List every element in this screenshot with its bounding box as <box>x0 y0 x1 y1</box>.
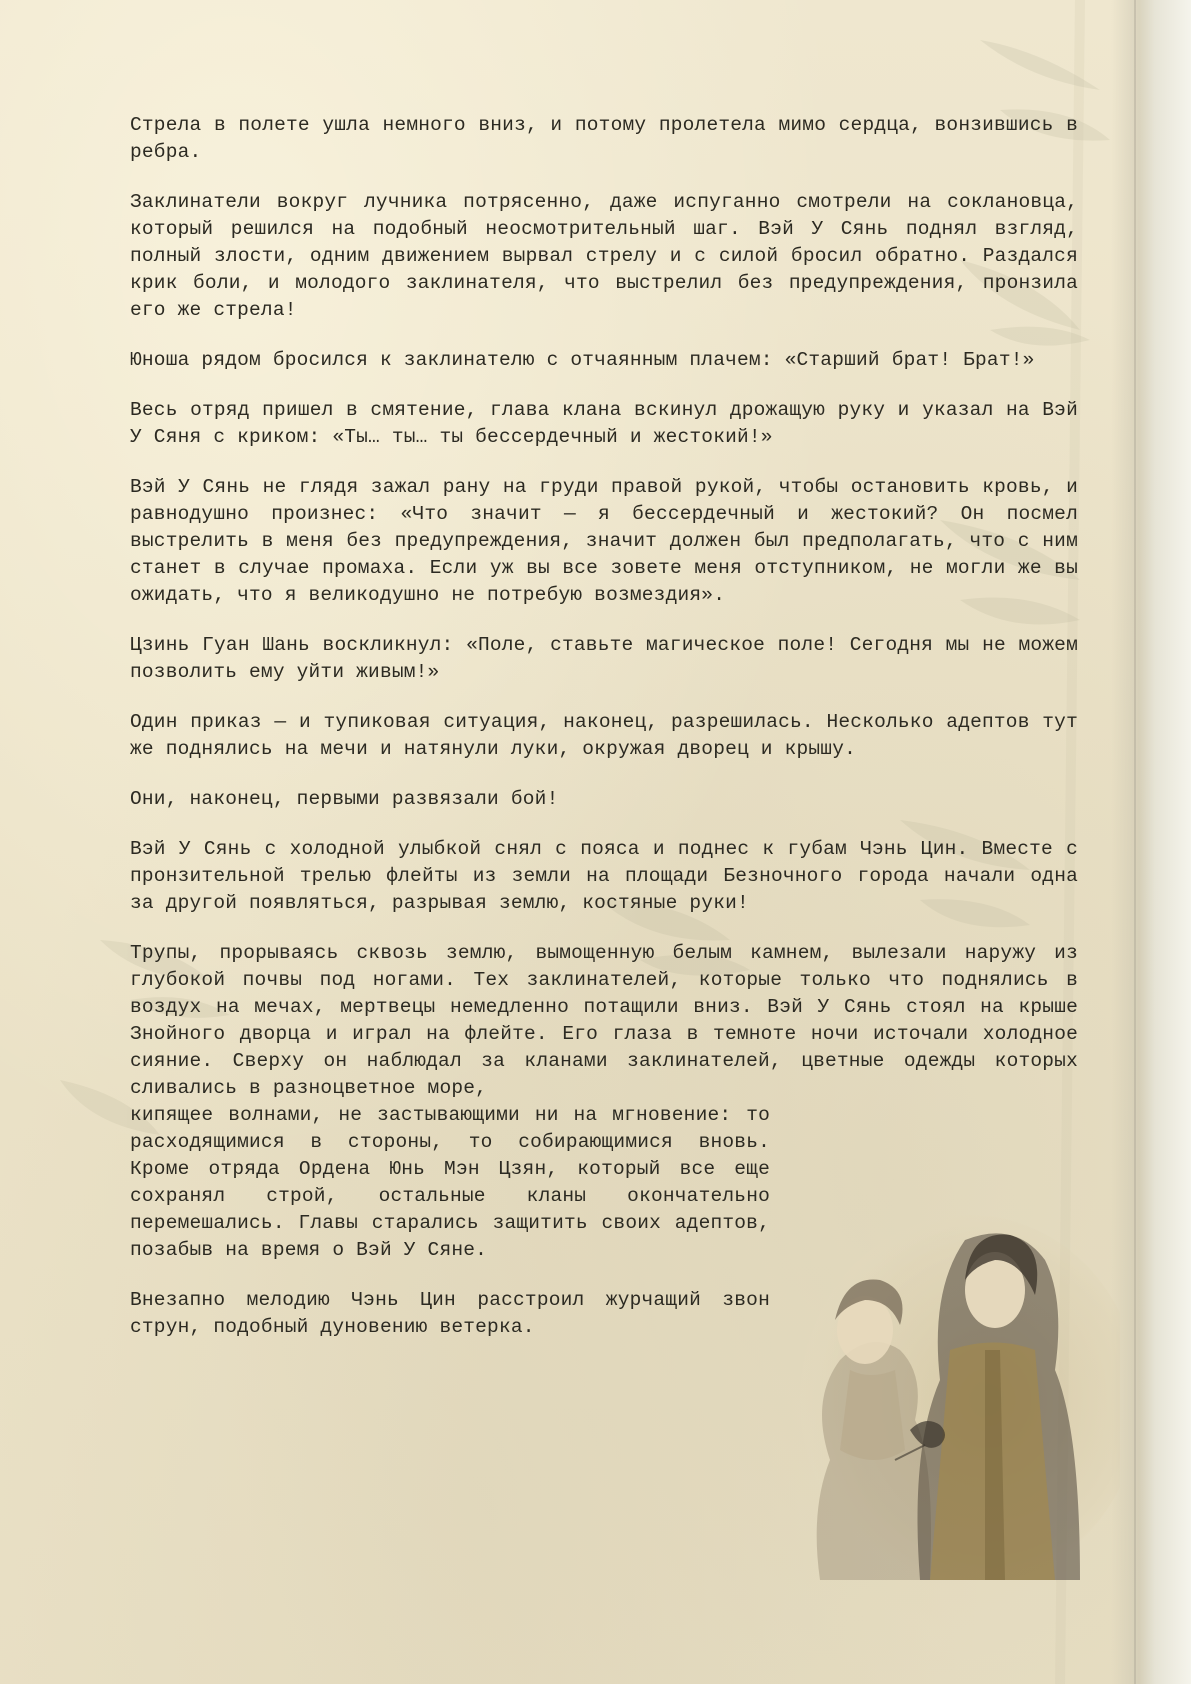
paragraph: Один приказ — и тупиковая ситуация, наконец, разрешилась. Несколько адептов тут же поднялись на мечи и натянули луки, окружая дворец и крышу. <box>130 711 1078 760</box>
page-edge-line <box>1134 0 1136 1684</box>
paragraph: Стрела в полете ушла немного вниз, и потому пролетела мимо сердца, вонзившись в ребра. <box>130 114 1078 163</box>
paragraph: кипящее волнами, не застывающими ни на мгновение: то расходящимися в стороны, то собирающимися вновь. Кроме отряда Ордена Юнь Мэн Цзян, который все еще сохранял строй, остальные кланы окончательно перемешались. Главы старались защитить своих адептов, позабыв на время о Вэй У Сяне. <box>130 1104 770 1261</box>
paragraph: Вэй У Сянь с холодной улыбкой снял с пояса и поднес к губам Чэнь Цин. Вместе с пронзительной трелью флейты из земли на площади Безночного города начали одна за другой появляться, разрывая землю, костяные руки! <box>130 838 1078 914</box>
paragraph: Цзинь Гуан Шань воскликнул: «Поле, ставьте магическое поле! Сегодня мы не можем позволить ему уйти живым!» <box>130 634 1078 683</box>
paragraph: Внезапно мелодию Чэнь Цин расстроил журчащий звон струн, подобный дуновению ветерка. <box>130 1289 770 1338</box>
paragraph: Заклинатели вокруг лучника потрясенно, даже испуганно смотрели на сoклановца, который решился на подобный неосмотрительный шаг. Вэй У Сянь поднял взгляд, полный злости, одним движением вырвал стрелу и с силой бросил обратно. Раздался крик боли, и молодого заклинателя, что выстрелил без предупреждения, пронзила его же стрела! <box>130 191 1078 321</box>
paragraph: Вэй У Сянь не глядя зажал рану на груди правой рукой, чтобы остановить кровь, и равнодушно произнес: «Что значит — я бессердечный и жестокий? Он посмел выстрелить в меня без предупреждения, значит должен был предполагать, что с ним станет в случае промаха. Если уж вы все зовете меня отступником, не могли же вы ожидать, что я великодушно не потребую возмездия». <box>130 476 1078 606</box>
body-text <box>130 112 1078 1364</box>
paragraph: Трупы, прорываясь сквозь землю, вымощенную белым камнем, вылезали наружу из глубокой почвы под ногами. Тех заклинателей, которые только что поднялись в воздух на мечах, мертвецы немедленно потащили вниз. Вэй У Сянь стоял на крыше Знойного дворца и играл на флейте. Его глаза в темноте ночи источали холодное сияние. Сверху он наблюдал за кланами заклинателей, цветные одежды которых сливались в разноцветное море, <box>130 942 1078 1099</box>
paragraph: Они, наконец, первыми развязали бой! <box>130 788 559 810</box>
paragraph: Весь отряд пришел в смятение, глава клана вскинул дрожащую руку и указал на Вэй У Сяня с криком: «Ты… ты… ты бессердечный и жестокий!» <box>130 399 1078 448</box>
two-figures-portrait-icon <box>790 1200 1120 1580</box>
paragraph: Юноша рядом бросился к заклинателю с отчаянным плачем: «Старший брат! Брат!» <box>130 349 1035 371</box>
page-edge-shadow <box>1111 0 1191 1684</box>
